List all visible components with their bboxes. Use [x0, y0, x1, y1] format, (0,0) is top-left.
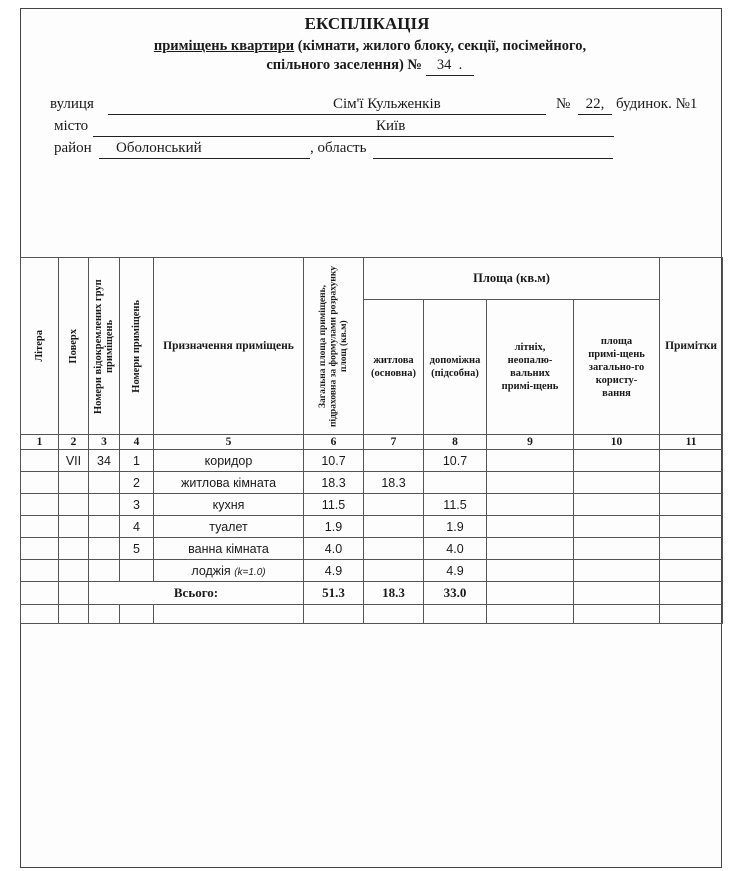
cell-summer — [487, 450, 574, 472]
cell-common — [574, 472, 660, 494]
table-row — [21, 538, 723, 560]
header-living: житлова (основна) — [364, 300, 424, 435]
building-text: будинок. №1 — [616, 96, 698, 112]
cell-common — [574, 516, 660, 538]
cell-floor — [59, 538, 89, 560]
cell-summer — [487, 472, 574, 494]
column-number: 6 — [304, 435, 364, 450]
table-row — [21, 472, 723, 494]
header-total-area-text: Загальна площа приміщень, підраховна за формулами розрахунку площ (кв.м) — [317, 265, 349, 427]
subtitle-line-2: спільного заселення) № — [266, 57, 422, 73]
cell-total: 1.9 — [304, 516, 364, 538]
total-row — [21, 582, 723, 605]
cell-aux — [424, 472, 487, 494]
cell-floor — [59, 494, 89, 516]
cell-floor — [59, 516, 89, 538]
cell-litera — [21, 450, 59, 472]
blank-cell — [21, 605, 59, 624]
column-number: 5 — [154, 435, 304, 450]
cell-litera — [21, 516, 59, 538]
document-title: ЕКСПЛІКАЦІЯ — [304, 14, 430, 33]
header-litera — [21, 258, 59, 435]
cell-purpose — [154, 560, 304, 582]
city-label: місто — [54, 118, 89, 134]
cell-group — [89, 538, 120, 560]
purpose-text: житлова кімната — [180, 475, 277, 490]
blank-cell — [574, 605, 660, 624]
cell-purpose — [154, 472, 304, 494]
city-value: Київ — [376, 118, 406, 134]
subtitle-rest: (кімнати, жилого блоку, секції, посімейного, — [294, 38, 587, 54]
cell-room: 1 — [120, 450, 154, 472]
total-cell-empty — [660, 582, 723, 605]
cell-notes — [660, 472, 723, 494]
cell-room — [120, 560, 154, 582]
header-purpose: Призначення приміщень — [154, 258, 304, 435]
total-area: 51.3 — [304, 582, 364, 605]
cell-litera — [21, 560, 59, 582]
cell-common — [574, 538, 660, 560]
purpose-text: коридор — [204, 453, 253, 468]
cell-total: 18.3 — [304, 472, 364, 494]
apartment-number-suffix: . — [458, 57, 463, 73]
blank-cell — [59, 605, 89, 624]
cell-floor — [59, 560, 89, 582]
street-field — [108, 96, 546, 115]
apartment-number-value: 34 — [436, 57, 452, 73]
cell-purpose — [154, 538, 304, 560]
cell-common — [574, 560, 660, 582]
cell-purpose — [154, 494, 304, 516]
cell-summer — [487, 516, 574, 538]
column-numbers-row — [21, 435, 723, 450]
total-cell-empty — [574, 582, 660, 605]
street-value: Сім'ї Кульженків — [333, 96, 441, 112]
cell-summer — [487, 538, 574, 560]
header-auxiliary: допоміжна (підсобна) — [424, 300, 487, 435]
cell-group — [89, 494, 120, 516]
total-label: Всього: — [89, 582, 304, 605]
purpose-text: ванна кімната — [188, 541, 269, 556]
header-common: площа примі-щень загально-го користу-вання — [574, 300, 660, 435]
cell-summer — [487, 560, 574, 582]
blank-row — [21, 605, 723, 624]
blank-cell — [424, 605, 487, 624]
header-group-numbers — [89, 258, 120, 435]
cell-purpose — [154, 516, 304, 538]
city-line — [0, 118, 734, 138]
blank-cell — [364, 605, 424, 624]
cell-room: 5 — [120, 538, 154, 560]
subtitle-underlined: приміщень квартири — [153, 38, 295, 54]
cell-aux: 11.5 — [424, 494, 487, 516]
blank-cell — [120, 605, 154, 624]
cell-purpose — [154, 450, 304, 472]
cell-group — [89, 472, 120, 494]
cell-living — [364, 494, 424, 516]
city-field — [93, 118, 614, 137]
street-line — [0, 96, 734, 116]
table-row — [21, 560, 723, 582]
cell-aux: 4.9 — [424, 560, 487, 582]
blank-cell — [89, 605, 120, 624]
total-cell-empty — [21, 582, 59, 605]
header-floor — [59, 258, 89, 435]
cell-room: 2 — [120, 472, 154, 494]
cell-litera — [21, 494, 59, 516]
cell-common — [574, 450, 660, 472]
cell-notes — [660, 494, 723, 516]
cell-living — [364, 516, 424, 538]
district-value: Оболонський — [116, 140, 202, 156]
header-floor-text: Поверх — [68, 328, 79, 364]
cell-floor — [59, 472, 89, 494]
street-label: вулиця — [50, 96, 94, 112]
house-number-field: 22, — [578, 96, 612, 115]
table-row — [21, 494, 723, 516]
header-group-numbers-text: Номери відокремлених груп приміщень — [93, 278, 115, 414]
purpose-text: лоджія — [191, 563, 231, 578]
district-label: район — [54, 140, 92, 156]
cell-living — [364, 450, 424, 472]
cell-aux: 4.0 — [424, 538, 487, 560]
total-cell-empty — [487, 582, 574, 605]
cell-living — [364, 560, 424, 582]
cell-notes — [660, 516, 723, 538]
column-number: 3 — [89, 435, 120, 450]
cell-group — [89, 560, 120, 582]
cell-aux: 10.7 — [424, 450, 487, 472]
column-number: 8 — [424, 435, 487, 450]
column-number: 7 — [364, 435, 424, 450]
header-room-numbers — [120, 258, 154, 435]
column-number: 4 — [120, 435, 154, 450]
document-subtitle — [60, 37, 680, 76]
cell-notes — [660, 538, 723, 560]
total-living: 18.3 — [364, 582, 424, 605]
region-field — [373, 140, 613, 159]
region-label: , область — [310, 140, 367, 156]
blank-cell — [154, 605, 304, 624]
purpose-text: кухня — [212, 497, 245, 512]
blank-cell — [304, 605, 364, 624]
house-number-label: № — [556, 96, 571, 112]
cell-living — [364, 538, 424, 560]
cell-total: 4.9 — [304, 560, 364, 582]
blank-cell — [660, 605, 723, 624]
table-row — [21, 450, 723, 472]
header-total-area — [304, 258, 364, 435]
cell-living: 18.3 — [364, 472, 424, 494]
cell-floor: VII — [59, 450, 89, 472]
cell-common — [574, 494, 660, 516]
column-number: 1 — [21, 435, 59, 450]
cell-room: 4 — [120, 516, 154, 538]
apartment-number — [426, 56, 474, 76]
cell-summer — [487, 494, 574, 516]
table-row — [21, 516, 723, 538]
cell-litera — [21, 538, 59, 560]
purpose-text: туалет — [209, 519, 248, 534]
purpose-note: (k=1.0) — [234, 566, 266, 578]
district-line — [0, 140, 734, 160]
header-room-numbers-text: Номери приміщень — [131, 299, 142, 393]
cell-notes — [660, 450, 723, 472]
district-field — [99, 140, 310, 159]
cell-litera — [21, 472, 59, 494]
header-notes: Примітки — [660, 258, 723, 435]
column-number: 9 — [487, 435, 574, 450]
cell-notes — [660, 560, 723, 582]
header-area-group: Площа (кв.м) — [364, 258, 660, 300]
cell-total: 4.0 — [304, 538, 364, 560]
total-aux: 33.0 — [424, 582, 487, 605]
header-summer: літніх, неопалю-вальних примі-щень — [487, 300, 574, 435]
total-cell-empty — [59, 582, 89, 605]
cell-total: 10.7 — [304, 450, 364, 472]
blank-cell — [487, 605, 574, 624]
cell-room: 3 — [120, 494, 154, 516]
column-number: 10 — [574, 435, 660, 450]
cell-total: 11.5 — [304, 494, 364, 516]
column-number: 2 — [59, 435, 89, 450]
cell-group: 34 — [89, 450, 120, 472]
header-litera-text: Літера — [34, 330, 45, 362]
explication-table — [20, 257, 723, 624]
cell-group — [89, 516, 120, 538]
column-number: 11 — [660, 435, 723, 450]
cell-aux: 1.9 — [424, 516, 487, 538]
